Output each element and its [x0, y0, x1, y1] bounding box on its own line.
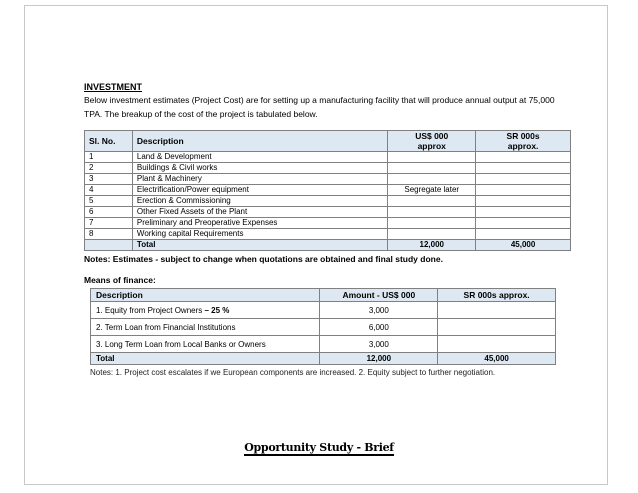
document-content [84, 82, 574, 378]
finance-row-bold: – 25 % [204, 305, 230, 315]
total-sr: 45,000 [476, 240, 571, 251]
header-description: Description [132, 131, 387, 152]
finance-row [91, 319, 556, 336]
row-usd [388, 218, 476, 229]
row-description: Erection & Commissioning [132, 196, 387, 207]
finance-total-row [91, 353, 556, 365]
total-row [85, 240, 571, 251]
finance-row-text: 3. Long Term Loan from Local Banks or Owners [96, 339, 266, 349]
finance-header-usd: Amount - US$ 000 [320, 289, 438, 302]
table-row [85, 229, 571, 240]
row-usd [388, 229, 476, 240]
header-sr [476, 131, 571, 152]
row-sr [476, 218, 571, 229]
finance-row-description [91, 319, 320, 336]
finance-row-usd: 3,000 [320, 336, 438, 353]
finance-row [91, 302, 556, 319]
header-sr-line1: SR 000s [506, 131, 540, 141]
intro-paragraph: Below investment estimates (Project Cost) are for setting up a manufacturing facility that will produce annual output at 75,000 TPA. The breakup of the cost of the project is tabulated below. [84, 95, 555, 119]
row-sr [476, 207, 571, 218]
row-number: 4 [85, 185, 133, 196]
row-usd [388, 207, 476, 218]
row-description: Electrification/Power equipment [132, 185, 387, 196]
row-number: 5 [85, 196, 133, 207]
table-row [85, 174, 571, 185]
row-sr [476, 152, 571, 163]
row-sr [476, 196, 571, 207]
table-row [85, 185, 571, 196]
table-header-row [85, 131, 571, 152]
row-sr [476, 185, 571, 196]
header-usd [388, 131, 476, 152]
row-usd [388, 163, 476, 174]
finance-row-sr [438, 336, 556, 353]
footer-title [0, 441, 638, 454]
total-blank [85, 240, 133, 251]
finance-header-row [91, 289, 556, 302]
finance-row-description [91, 302, 320, 319]
table-row [85, 207, 571, 218]
finance-row [91, 336, 556, 353]
investment-table [84, 130, 571, 251]
row-number: 2 [85, 163, 133, 174]
row-number: 6 [85, 207, 133, 218]
row-description: Land & Development [132, 152, 387, 163]
finance-row-text: 2. Term Loan from Financial Institutions [96, 322, 236, 332]
row-usd [388, 152, 476, 163]
row-usd [388, 174, 476, 185]
finance-total-label: Total [91, 353, 320, 365]
finance-table [90, 288, 556, 365]
total-label: Total [132, 240, 387, 251]
row-description: Working capital Requirements [132, 229, 387, 240]
row-number: 1 [85, 152, 133, 163]
finance-header-description: Description [91, 289, 320, 302]
finance-row-text: 1. Equity from Project Owners [96, 305, 205, 315]
row-usd [388, 196, 476, 207]
header-usd-line1: US$ 000 [415, 131, 449, 141]
finance-total-usd: 12,000 [320, 353, 438, 365]
total-usd: 12,000 [388, 240, 476, 251]
header-usd-line2: approx [417, 141, 446, 151]
finance-note: Notes: 1. Project cost escalates if we European components are increased. 2. Equity subject to further negotiation. [90, 368, 496, 377]
header-sl-no: Sl. No. [85, 131, 133, 152]
footer-text: Opportunity Study - Brief [244, 441, 394, 454]
row-description: Plant & Machinery [132, 174, 387, 185]
finance-row-usd: 3,000 [320, 302, 438, 319]
finance-row-sr [438, 302, 556, 319]
row-usd: Segregate later [388, 185, 476, 196]
table-row [85, 218, 571, 229]
table-row [85, 163, 571, 174]
row-number: 7 [85, 218, 133, 229]
table-row [85, 196, 571, 207]
section-title-investment: INVESTMENT [84, 82, 143, 92]
row-description: Buildings & Civil works [132, 163, 387, 174]
means-of-finance-title: Means of finance: [84, 275, 156, 285]
finance-row-sr [438, 319, 556, 336]
row-sr [476, 174, 571, 185]
header-sr-line2: approx. [507, 141, 539, 151]
finance-total-sr: 45,000 [438, 353, 556, 365]
row-sr [476, 163, 571, 174]
finance-row-description [91, 336, 320, 353]
row-number: 8 [85, 229, 133, 240]
row-number: 3 [85, 174, 133, 185]
investment-note: Notes: Estimates - subject to change when quotations are obtained and final study done. [84, 254, 443, 264]
row-description: Other Fixed Assets of the Plant [132, 207, 387, 218]
table-row [85, 152, 571, 163]
row-sr [476, 229, 571, 240]
row-description: Preliminary and Preoperative Expenses [132, 218, 387, 229]
finance-row-usd: 6,000 [320, 319, 438, 336]
finance-header-sr: SR 000s approx. [438, 289, 556, 302]
